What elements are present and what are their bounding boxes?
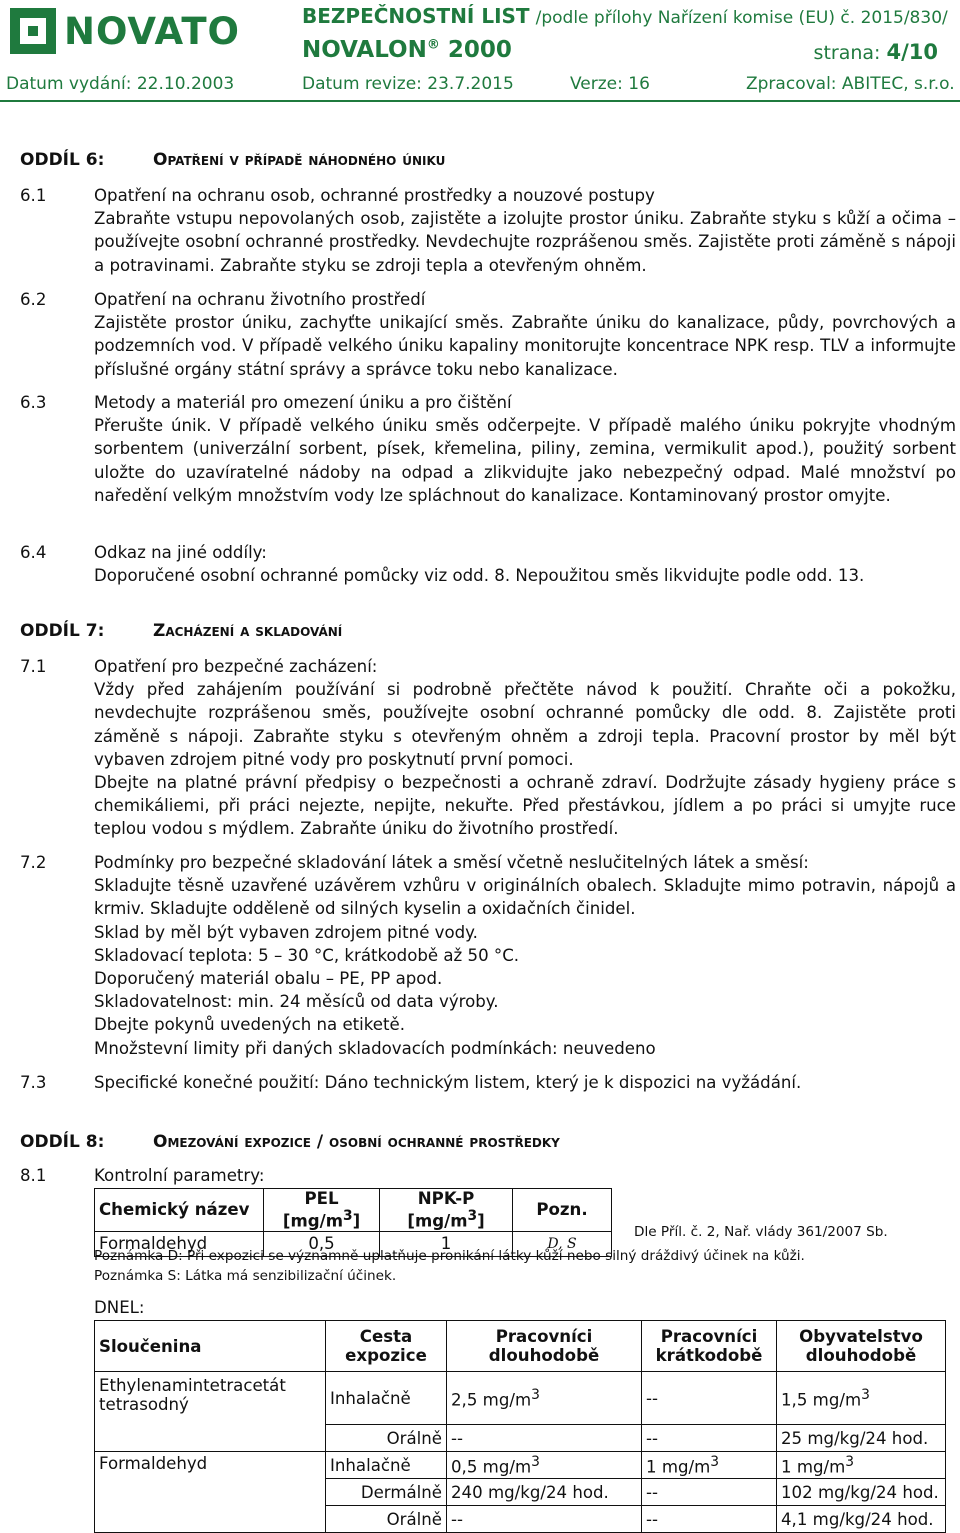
sub-num-6-4: 6.4 xyxy=(20,543,47,562)
section-8-heading: ODDÍL 8: Omezování expozice / osobní ochranné prostředky xyxy=(20,1132,560,1152)
note-s: Poznámka S: Látka má senzibilizační účinek. xyxy=(94,1268,397,1284)
sub-num-7-3: 7.3 xyxy=(20,1073,47,1092)
storage-line: Množstevní limity při daných skladovacích podmínkách: neuvedeno xyxy=(94,1038,656,1058)
subsection-6-1 xyxy=(94,184,956,277)
table-row: Formaldehyd 0,5 1 D, S xyxy=(95,1231,612,1256)
subsection-text: Přerušte únik. V případě velkého úniku směs odčerpejte. V případě malého úniku pokryjte vhodným sorbentem (univerzální sorbent, písek, křemelina, piliny, zemina, vermikulit apod.), použitý sorbent uložte do uzavíratelné nádoby na odpad a zlikvidujte jako nebezpečný odpad. Malé množství po naředění velkým množstvím vody lze spláchnout do kanalizace. Kontaminovaný prostor omyjte. xyxy=(94,416,956,505)
table-header-row xyxy=(95,1321,946,1372)
storage-line: Sklad by měl být vybaven zdrojem pitné vody. xyxy=(94,922,478,942)
table-row: Ethylenamintetracetát tetrasodný Inhalačně 2,5 $mg/m^3$ -- 1,5 $mg/m^3$ xyxy=(95,1372,946,1425)
sub-num-6-3: 6.3 xyxy=(20,393,47,412)
logo-mark-icon xyxy=(10,8,56,54)
subsection-text: Specifické konečné použití: Dáno technickým listem, který je k dispozici na vyžádání. xyxy=(94,1073,802,1092)
sub-num-8-1: 8.1 xyxy=(20,1166,47,1185)
storage-line: Doporučený materiál obalu – PE, PP apod. xyxy=(94,969,443,989)
subsection-title: Podmínky pro bezpečné skladování látek a směsí včetně neslučitelných látek a směsí: xyxy=(94,853,809,872)
document-meta xyxy=(6,74,956,96)
subsection-6-4 xyxy=(94,541,956,587)
exposure-limits-table xyxy=(94,1188,612,1257)
table-row: Formaldehyd Inhalačně 0,5 $mg/m^3$ 1 $mg/m^3$ 1 $mg/m^3$ xyxy=(95,1452,946,1479)
subsection-title: Metody a materiál pro omezení úniku a pro čištění xyxy=(94,393,512,412)
issue-date: Datum vydání: 22.10.2003 xyxy=(6,74,235,94)
dnel-table xyxy=(94,1320,946,1533)
table-header-row xyxy=(95,1189,612,1232)
compound-edta: Ethylenamintetracetát tetrasodný xyxy=(95,1372,326,1452)
subsection-text: Skladujte těsně uzavřené uzávěrem vzhůru v originálních obalech. Skladujte mimo potravin, nápojů a krmiv. Skladujte odděleně od silných kyselin a oxidačních činidel. xyxy=(94,876,956,919)
subsection-6-2 xyxy=(94,288,956,381)
col-workers-long: Pracovníci dlouhodobě xyxy=(447,1321,642,1372)
prepared-by: Zpracoval: ABITEC, s.r.o. xyxy=(746,74,955,94)
version: Verze: 16 xyxy=(570,74,650,94)
section-6-heading: ODDÍL 6: Opatření v případě náhodného úniku xyxy=(20,150,446,170)
col-compound: Sloučenina xyxy=(95,1321,326,1372)
storage-line: Skladovací teplota: 5 – 30 °C, krátkodobě až 50 °C. xyxy=(94,945,520,965)
sub-num-7-1: 7.1 xyxy=(20,657,47,676)
table-row: Orálně -- -- 4,1 mg/kg/24 hod. xyxy=(95,1506,946,1533)
sub-num-6-2: 6.2 xyxy=(20,290,47,309)
doc-title-main: BEZPEČNOSTNÍ LIST xyxy=(302,4,530,28)
limits-side-note: Dle Příl. č. 2, Nař. vlády 361/2007 Sb. xyxy=(634,1224,888,1240)
novato-logo xyxy=(10,8,290,54)
document-title xyxy=(302,4,948,28)
subsection-text: Zabraňte vstupu nepovolaných osob, zajistěte a izolujte prostor úniku. Zabraňte styku s kůží a očima – používejte osobní ochranné prostředky. Nevdechujte rozprášenou směs. Zajistěte proti záměně s nápoji a potravinami. Zabraňte styku se zdroji tepla a otevřeným ohněm. xyxy=(94,209,956,275)
subsection-text-b: Dbejte na platné právní předpisy o bezpečnosti a ochraně zdraví. Dodržujte zásady hygieny práce s chemikáliemi, při práci nejezte, nepijte, nekuřte. Před přestávkou, jídlem a po práci si umyjte ruce teplou vodou s mýdlem. Zabraňte úniku do životního prostředí. xyxy=(94,773,956,839)
page-number: strana: 4/10 xyxy=(813,40,938,64)
subsection-text: Zajistěte prostor úniku, zachyťte unikající směs. Zabraňte úniku do kanalizace, půdy, povrchových a podzemních vod. V případě velkého úniku kapaliny monitorujte koncentrace NPK resp. TLV a informujte příslušné orgány státní správy a správce toku nebo kanalizace. xyxy=(94,313,956,379)
subsection-7-3 xyxy=(94,1071,956,1094)
header-divider xyxy=(0,100,960,102)
doc-title-regulation: /podle přílohy Nařízení komise (EU) č. 2015/830/ xyxy=(535,8,948,28)
col-chemical-name: Chemický název xyxy=(95,1189,264,1232)
col-note: Pozn. xyxy=(513,1189,612,1232)
dnel-label: DNEL: xyxy=(94,1298,145,1317)
subsection-7-2 xyxy=(94,851,956,1060)
storage-line: Skladovatelnost: min. 24 měsíců od data výroby. xyxy=(94,992,499,1012)
subsection-6-3 xyxy=(94,391,956,507)
sub-num-7-2: 7.2 xyxy=(20,853,47,872)
product-name: NOVALON® 2000 xyxy=(302,37,512,63)
col-population-long: Obyvatelstvo dlouhodobě xyxy=(777,1321,946,1372)
note-d: Poznámka D: Při expozici se významně uplatňuje pronikání látky kůží nebo silný dráždivý účinek na kůži. xyxy=(94,1248,805,1264)
subsection-7-1 xyxy=(94,655,956,841)
subsection-title: Opatření na ochranu osob, ochranné prostředky a nouzové postupy xyxy=(94,186,655,205)
table-row: Orálně -- -- 25 mg/kg/24 hod. xyxy=(95,1425,946,1452)
compound-formaldehyde: Formaldehyd xyxy=(95,1452,326,1533)
subsection-8-1-title: Kontrolní parametry: xyxy=(94,1166,265,1185)
subsection-title: Opatření na ochranu životního prostředí xyxy=(94,290,426,309)
col-workers-short: Pracovníci krátkodobě xyxy=(642,1321,777,1372)
col-npk-p: NPK-P $[mg/m^3]$ xyxy=(380,1189,513,1232)
col-route: Cesta expozice xyxy=(326,1321,447,1372)
subsection-title: Opatření pro bezpečné zacházení: xyxy=(94,657,378,676)
subsection-title: Odkaz na jiné oddíly: xyxy=(94,543,267,562)
subsection-text-a: Vždy před zahájením používání si podrobně přečtěte návod k použití. Chraňte oči a pokožku, nevdechujte rozprášenou směs, používejte osobní ochranné pomůcky dle odd. 8. Zajistěte proti záměně s nápoji. Zabraňte styku s otevřeným ohněm a zdroji tepla. Pracovní prostor by měl být vybaven zdrojem pitné vody pro poskytnutí první pomoci. xyxy=(94,680,956,769)
storage-line: Dbejte pokynů uvedených na etiketě. xyxy=(94,1015,405,1035)
section-7-heading: ODDÍL 7: Zacházení a skladování xyxy=(20,621,343,641)
sub-num-6-1: 6.1 xyxy=(20,186,47,205)
subsection-text: Doporučené osobní ochranné pomůcky viz odd. 8. Nepoužitou směs likvidujte podle odd. 13. xyxy=(94,566,865,586)
col-pel: PEL $[mg/m^3]$ xyxy=(264,1189,380,1232)
revision-date: Datum revize: 23.7.2015 xyxy=(302,74,514,94)
logo-text: NOVATO xyxy=(64,9,241,53)
table-row: Dermálně 240 mg/kg/24 hod. -- 102 mg/kg/24 hod. xyxy=(95,1479,946,1506)
